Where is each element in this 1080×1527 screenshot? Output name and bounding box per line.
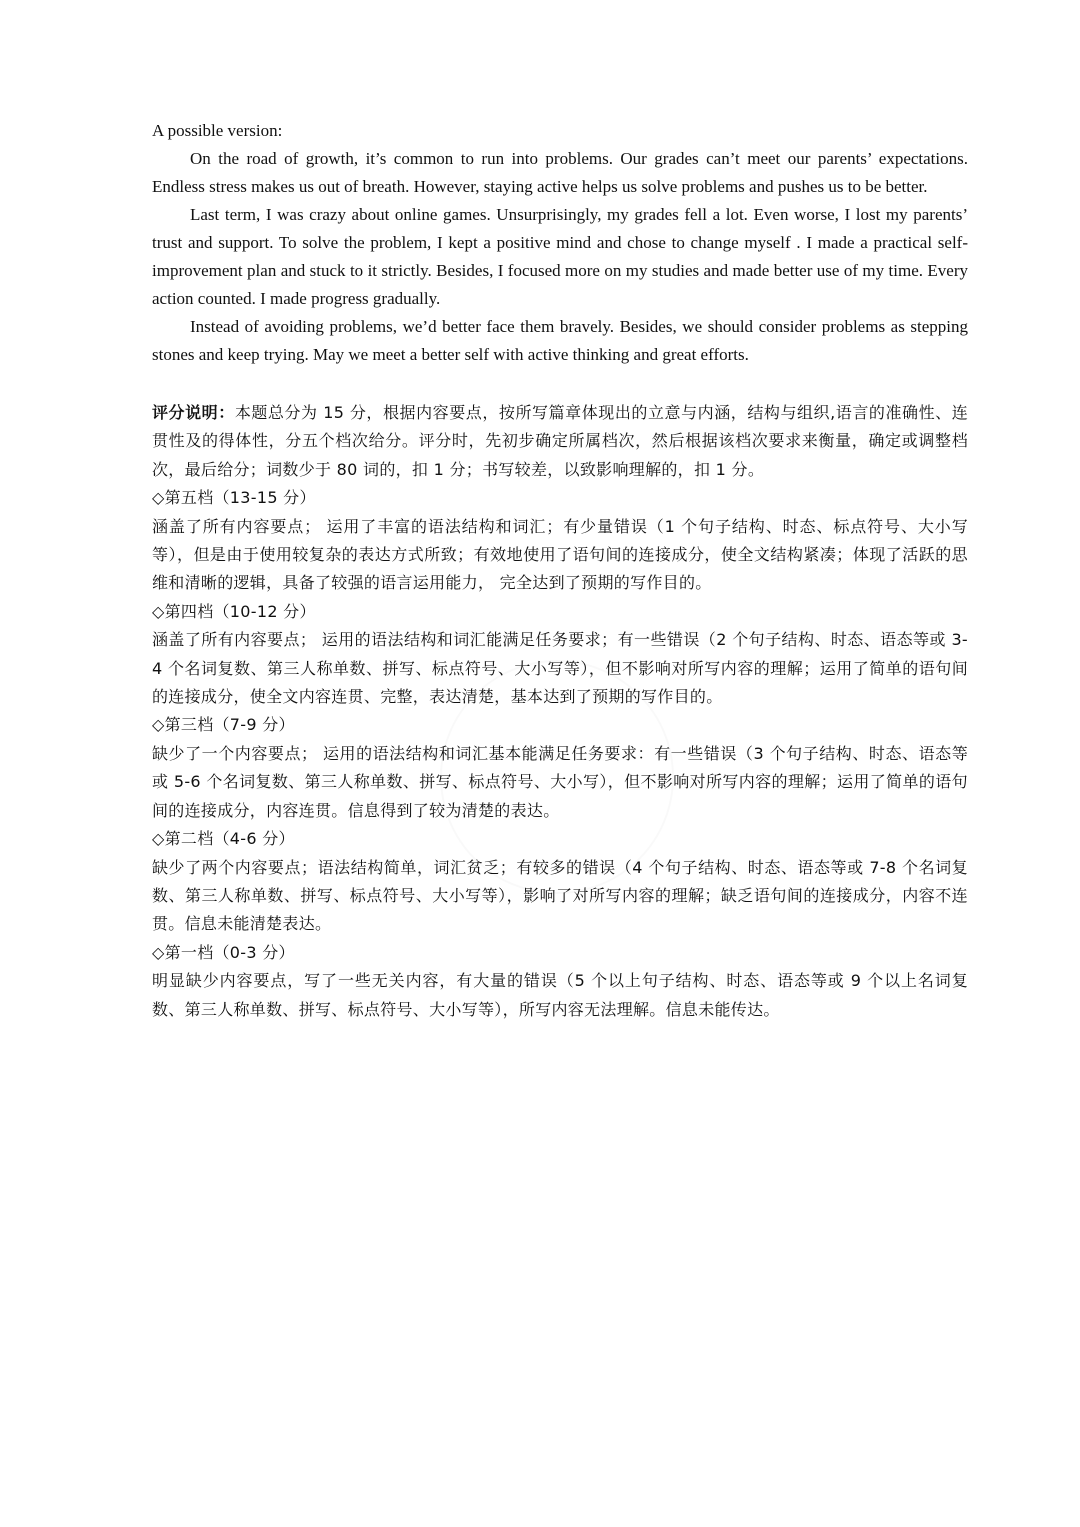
sample-essay [152,117,968,369]
level-5-title: ◇第五档（13-15 分） [152,488,316,508]
level-4-text: 涵盖了所有内容要点； 运用的语法结构和词汇能满足任务要求；有一些错误（2 个句子结构、时态、语态等或 3-4 个名词复数、第三人称单数、拼写、标点符号、大小写等），但不影响对所写内容的理解；运用了简单的语句间的连接成分，使全文内容连贯、完整，表达清楚，基本达到了预期的写作目的。 [152,630,968,707]
level-3-title: ◇第三档（7-9 分） [152,715,295,735]
scoring-label: 评分说明： [152,403,235,422]
document-page [152,117,968,1024]
scoring-intro-text: 本题总分为 15 分，根据内容要点，按所写篇章体现出的立意与内涵，结构与组织,语言的准确性、连贯性及的得体性，分五个档次给分。评分时，先初步确定所属档次，然后根据该档次要求来衡量，确定或调整档次，最后给分；词数少于 80 词的，扣 1 分；书写较差，以致影响理解的，扣 1 分。 [152,403,968,479]
level-4-title: ◇第四档（10-12 分） [152,601,316,621]
essay-paragraph-2: Last term, I was crazy about online games. Unsurprisingly, my grades fell a lot. Even worse, I lost my parents’ trust and support. To solve the problem, I kept a positive mind and chose to change myself . I made a practical self-improvement plan and stuck to it strictly. Besides, I focused more on my studies and made better use of my time. Every action counted. I made progress gradually. [152,205,968,308]
essay-paragraph-1: On the road of growth, it’s common to run into problems. Our grades can’t meet our parents’ expectations. Endless stress makes us out of breath. However, staying active helps us solve problems and pushes us to be better. [152,149,968,196]
essay-heading: A possible version: [152,121,283,140]
level-2-text: 缺少了两个内容要点；语法结构简单，词汇贫乏；有较多的错误（4 个句子结构、时态、语态等或 7-8 个名词复数、第三人称单数、拼写、标点符号、大小写等），影响了对所写内容的理解；缺乏语句间的连接成分，内容不连贯。信息未能清楚表达。 [152,857,968,934]
essay-paragraph-3: Instead of avoiding problems, we’d better face them bravely. Besides, we should consider problems as stepping stones and keep trying. May we meet a better self with active thinking and great efforts. [152,317,968,364]
level-2-title: ◇第二档（4-6 分） [152,829,295,849]
level-1-title: ◇第一档（0-3 分） [152,942,295,962]
level-3-text: 缺少了一个内容要点； 运用的语法结构和词汇基本能满足任务要求：有一些错误（3 个句子结构、时态、语态等或 5-6 个名词复数、第三人称单数、拼写、标点符号、大小写），但不影响对所写内容的理解；运用了简单的语句间的连接成分，内容连贯。信息得到了较为清楚的表达。 [152,743,968,820]
scoring-intro [152,399,968,484]
level-5-text: 涵盖了所有内容要点； 运用了丰富的语法结构和词汇；有少量错误（1 个句子结构、时态、标点符号、大小写等），但是由于使用较复杂的表达方式所致；有效地使用了语句间的连接成分，使全文结构紧凑；体现了活跃的思维和清晰的逻辑，具备了较强的语言运用能力， 完全达到了预期的写作目的。 [152,516,968,593]
level-1-text: 明显缺少内容要点，写了一些无关内容，有大量的错误（5 个以上句子结构、时态、语态等或 9 个以上名词复数、第三人称单数、拼写、标点符号、大小写等），所写内容无法理解。信息未能传达。 [152,971,968,1019]
scoring-guide [152,399,968,1024]
